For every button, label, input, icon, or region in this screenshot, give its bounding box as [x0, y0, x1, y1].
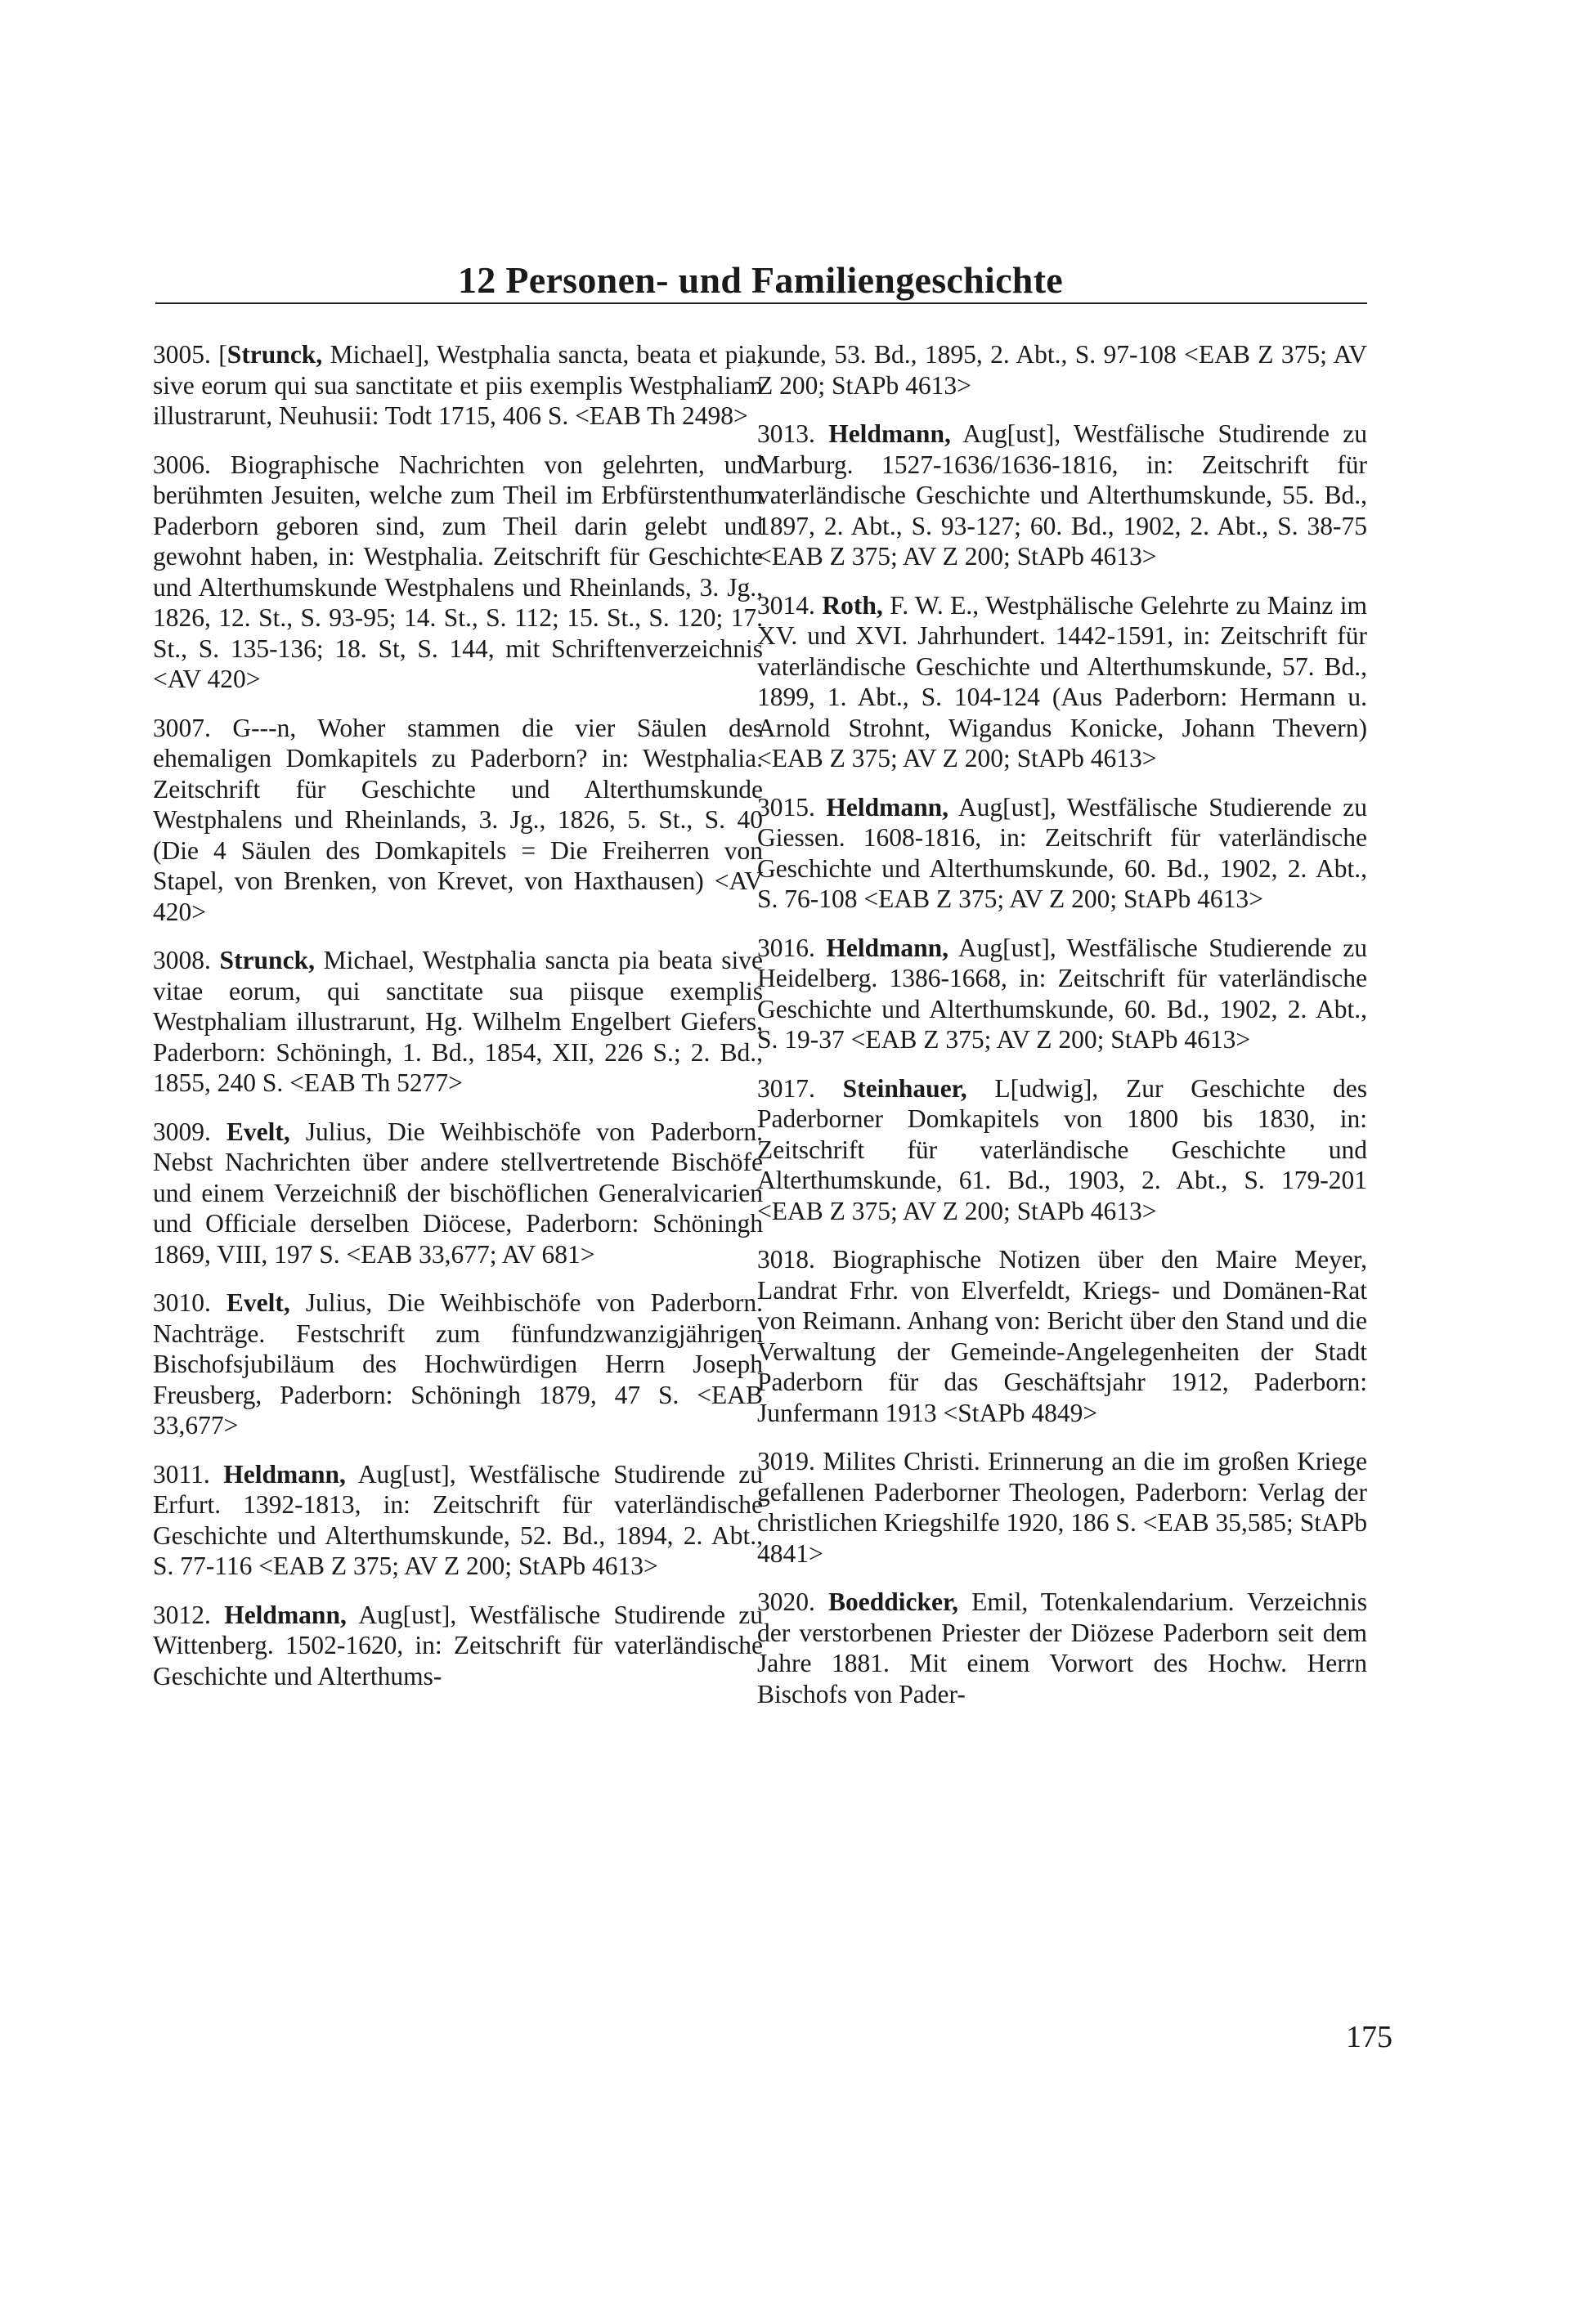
- entry-text: Biographische Nachrichten von gelehrten, und berühmten Jesuiten, welche zum Theil im Erbfürstenthum Paderborn geboren sind, zum Theil darin gelebt und gewohnt haben, in: Westphalia. Zeitschrift für Geschichte und Alterthumskunde Westphalens und Rheinlands, 3. Jg., 1826, 12. St., S. 93-95; 14. St., S. 112; 15. St., S. 120; 17. St., S. 135-136; 18. St, S. 144, mit Schriftenverzeichnis <AV 420>: [153, 450, 763, 693]
- page-number: 175: [1346, 2020, 1392, 2054]
- entry-number: 3005.: [153, 340, 211, 369]
- entry-author: Roth,: [822, 590, 883, 620]
- entry-text: L[udwig], Zur Geschichte des Paderborner Domkapitels von 1800 bis 1830, in: Zeitschrift für vaterländische Geschichte und Alterthumskunde, 61. Bd., 1903, 2. Abt., S. 179-201 <EAB Z 375; AV Z 200; StAPb 4613>: [757, 1073, 1367, 1225]
- entry-prefix: [815, 793, 827, 822]
- bibliography-entry: [757, 590, 1367, 774]
- entry-prefix: [210, 1460, 224, 1489]
- entry-author: Heldmann,: [826, 933, 949, 962]
- entry-prefix: [211, 1288, 226, 1317]
- entry-author: Heldmann,: [828, 419, 951, 448]
- entry-prefix: [: [210, 340, 227, 369]
- entry-text: Aug[ust], Westfälische Studirende zu Wittenberg. 1502-1620, in: Zeitschrift für vaterländische Geschichte und Alterthums-: [153, 1600, 763, 1690]
- entry-text: Aug[ust], Westfälische Studierende zu Giessen. 1608-1816, in: Zeitschrift für vaterländische Geschichte und Alterthumskunde, 60. Bd., 1902, 2. Abt., S. 76-108 <EAB Z 375; AV Z 200; StAPb 4613>: [757, 792, 1367, 913]
- bibliography-entry: [153, 945, 763, 1099]
- bibliography-entry: [153, 1459, 763, 1582]
- entry-number: 3018.: [757, 1245, 815, 1274]
- bibliography-entry: [757, 1446, 1367, 1569]
- bibliography-entry: [757, 1073, 1367, 1227]
- bibliography-entry: [153, 1287, 763, 1441]
- entry-number: 3013.: [757, 419, 815, 448]
- entry-author: Evelt,: [226, 1117, 290, 1146]
- entry-author: Heldmann,: [223, 1459, 346, 1489]
- entry-number: 3019.: [757, 1447, 815, 1475]
- entry-text: Aug[ust], Westfälische Studierende zu Heidelberg. 1386-1668, in: Zeitschrift für vaterländische Geschichte und Alterthumskunde, 60. Bd., 1902, 2. Abt., S. 19-37 <EAB Z 375; AV Z 200; StAPb 4613>: [757, 933, 1367, 1054]
- bibliography-entry: [153, 450, 763, 695]
- bibliography-entry: [757, 1587, 1367, 1709]
- entry-number: 3015.: [757, 792, 815, 822]
- left-column: [153, 339, 763, 1709]
- entry-prefix: [211, 1601, 224, 1629]
- bibliography-entry: [757, 933, 1367, 1055]
- entry-number: 3008.: [153, 946, 211, 974]
- entry-text: Emil, Totenkalendarium. Verzeichnis der verstorbenen Priester der Diözese Paderborn seit dem Jahre 1881. Mit einem Vorwort des Hochw. Herrn Bischofs von Pader-: [757, 1587, 1367, 1708]
- entry-text: Aug[ust], Westfälische Studirende zu Erfurt. 1392-1813, in: Zeitschrift für vaterländische Geschichte und Alterthumskunde, 52. Bd., 1894, 2. Abt., S. 77-116 <EAB Z 375; AV Z 200; StAPb 4613>: [153, 1459, 763, 1580]
- entry-number: 3016.: [757, 933, 815, 962]
- entry-number: 3007.: [153, 713, 211, 742]
- entry-prefix: [815, 1074, 843, 1103]
- page-title: 12 Personen- und Familiengeschichte: [457, 258, 1064, 301]
- right-column: [757, 339, 1367, 1727]
- entry-prefix: [815, 934, 827, 962]
- entry-text: Biographische Notizen über den Maire Meyer, Landrat Frhr. von Elverfeldt, Kriegs- und Domänen-Rat von Reimann. Anhang von: Bericht über den Stand und die Verwaltung der Gemeinde-Angelegenheiten der Stadt Paderborn für das Geschäftsjahr 1912, Paderborn: Junfermann 1913 <StAPb 4849>: [757, 1245, 1367, 1427]
- entry-author: Evelt,: [226, 1288, 290, 1317]
- entry-prefix: [815, 1587, 828, 1616]
- entry-text: F. W. E., Westphälische Gelehrte zu Mainz im XV. und XVI. Jahrhundert. 1442-1591, in: Zeitschrift für vaterländische Geschichte und Alterthumskunde, 57. Bd., 1899, 1. Abt., S. 104-124 (Aus Paderborn: Hermann u. Arnold Strohnt, Wigandus Konicke, Johann Thevern) <EAB Z 375; AV Z 200; StAPb 4613>: [757, 590, 1368, 772]
- bibliography-entry: [757, 1244, 1367, 1428]
- entry-text: Julius, Die Weihbischöfe von Paderborn. Nebst Nachrichten über andere stellvertretende Bischöfe und einem Verzeichniß der bischöflichen Generalvicarien und Officiale derselben Diöcese, Paderborn: Schöningh 1869, VIII, 197 S. <EAB 33,677; AV 681>: [153, 1117, 763, 1269]
- entry-prefix: [815, 419, 828, 448]
- entry-text: G---n, Woher stammen die vier Säulen des ehemaligen Domkapitels zu Paderborn? in: Westphalia. Zeitschrift für Geschichte und Alterthumskunde Westphalens und Rheinlands, 3. Jg., 1826, 5. St., S. 40 (Die 4 Säulen des Domkapitels = Die Freiherren von Stapel, von Brenken, von Krevet, von Haxthausen) <AV 420>: [153, 713, 763, 926]
- entry-author: Boeddicker,: [828, 1587, 959, 1616]
- entry-author: Heldmann,: [224, 1600, 347, 1629]
- entry-author: Strunck,: [226, 340, 323, 369]
- bibliography-entry: [153, 713, 763, 928]
- entry-text: Michael, Westphalia sancta pia beata sive vitae eorum, qui sanctitate sua piisque exemplis Westphaliam illustrarunt, Hg. Wilhelm Engelbert Giefers, Paderborn: Schöningh, 1. Bd., 1854, XII, 226 S.; 2. Bd., 1855, 240 S. <EAB Th 5277>: [153, 946, 763, 1097]
- entry-number: 3010.: [153, 1288, 211, 1317]
- entry-text: Julius, Die Weihbischöfe von Paderborn. Nachträge. Festschrift zum fünfundzwanzigjährigen Bischofsjubiläum des Hochwürdigen Herrn Joseph Freusberg, Paderborn: Schöningh 1879, 47 S. <EAB 33,677>: [153, 1288, 763, 1440]
- bibliography-entry: [757, 419, 1367, 572]
- entry-number: 3014.: [757, 590, 815, 620]
- entry-author: Steinhauer,: [842, 1073, 967, 1103]
- entry-text: Michael], Westphalia sancta, beata et pia, sive eorum qui sua sanctitate et piis exemplis Westphaliam illustrarunt, Neuhusii: Todt 1715, 406 S. <EAB Th 2498>: [153, 340, 763, 430]
- entry-number: 3009.: [153, 1117, 211, 1146]
- bibliography-entry: [153, 1117, 763, 1270]
- bibliography-entry: [153, 1600, 763, 1692]
- entry-prefix: [211, 1117, 226, 1146]
- bibliography-entry: [757, 792, 1367, 915]
- entry-number: 3006.: [153, 450, 211, 479]
- entry-number: 3012.: [153, 1600, 211, 1629]
- entry-text: Aug[ust], Westfälische Studirende zu Marburg. 1527-1636/1636-1816, in: Zeitschrift für vaterländische Geschichte und Alterthumskunde, 55. Bd., 1897, 2. Abt., S. 93-127; 60. Bd., 1902, 2. Abt., S. 38-75 <EAB Z 375; AV Z 200; StAPb 4613>: [757, 419, 1367, 571]
- entry-number: 3020.: [757, 1587, 815, 1616]
- entry-author: Strunck,: [219, 946, 315, 974]
- bibliography-entry: [153, 339, 763, 432]
- entry-text: kunde, 53. Bd., 1895, 2. Abt., S. 97-108 <EAB Z 375; AV Z 200; StAPb 4613>: [757, 340, 1367, 400]
- entry-number: 3017.: [757, 1073, 815, 1103]
- entry-number: 3011.: [153, 1459, 210, 1489]
- header-rule: [155, 302, 1367, 304]
- entry-text: Milites Christi. Erinnerung an die im großen Kriege gefallenen Paderborner Theologen, Paderborn: Verlag der christlichen Kriegshilfe 1920, 186 S. <EAB 35,585; StAPb 4841>: [757, 1447, 1367, 1568]
- bibliography-entry-continued: [757, 339, 1367, 401]
- entry-author: Heldmann,: [826, 792, 949, 822]
- entry-prefix: [211, 946, 220, 974]
